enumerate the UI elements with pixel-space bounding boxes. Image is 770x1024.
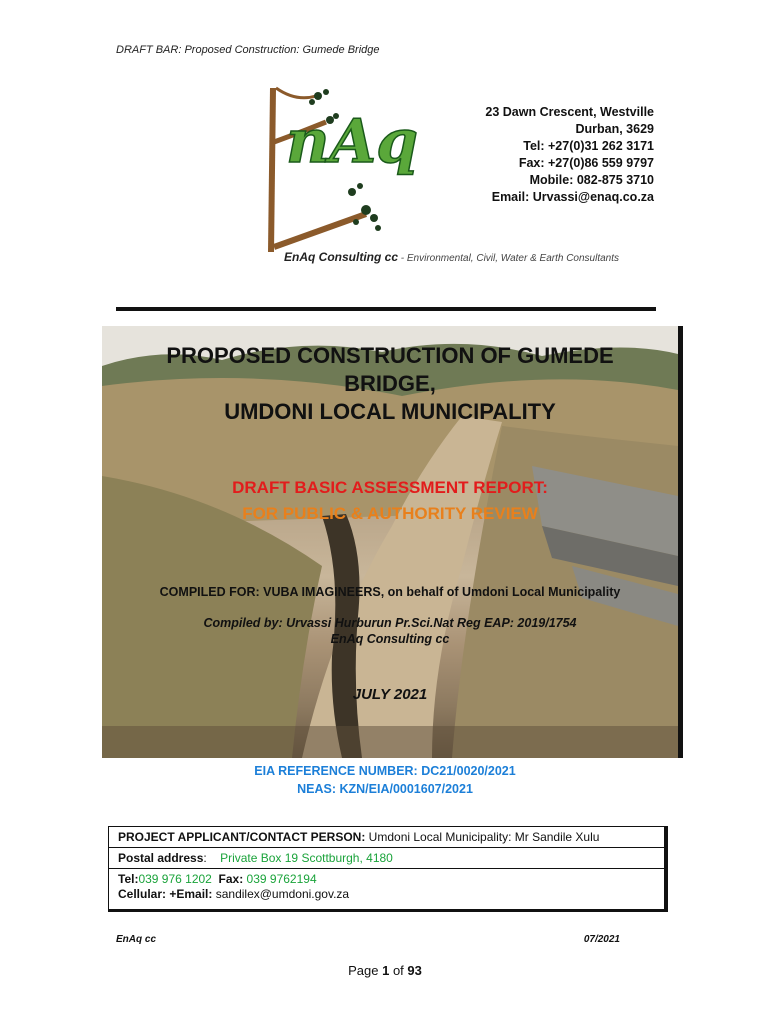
header-divider bbox=[116, 307, 656, 311]
enaq-logo bbox=[256, 82, 456, 262]
company-name: EnAq Consulting cc bbox=[284, 250, 398, 264]
page-total: 93 bbox=[407, 963, 422, 978]
page-prefix: Page bbox=[348, 963, 383, 978]
applicant-postal-label: Postal address bbox=[118, 851, 204, 865]
cover-compiled-for: COMPILED FOR: VUBA IMAGINEERS, on behalf of Umdoni Local Municipality bbox=[159, 585, 621, 599]
contact-address: 23 Dawn Crescent, Westville bbox=[485, 105, 654, 119]
enaq-logo-graphic bbox=[256, 82, 456, 262]
applicant-cell-label: Cellular: bbox=[118, 887, 170, 901]
applicant-contact-value: Umdoni Local Municipality: Mr Sandile Xulu bbox=[365, 830, 600, 844]
contact-mobile: Mobile: 082-875 3710 bbox=[529, 173, 654, 187]
page-current: 1 bbox=[382, 963, 390, 978]
applicant-postal-colon: : bbox=[203, 851, 207, 865]
logo-text: nAq bbox=[286, 107, 419, 177]
contact-fax: Fax: +27(0)86 559 9797 bbox=[518, 156, 654, 170]
applicant-email-value: sandilex@umdoni.gov.za bbox=[212, 887, 350, 901]
footer-company: EnAq cc bbox=[116, 934, 157, 945]
company-services: - Environmental, Civil, Water & Earth Consultants bbox=[398, 253, 620, 264]
cover-subtitle-review: FOR PUBLIC & AUTHORITY REVIEW bbox=[242, 504, 538, 523]
applicant-tel-label: Tel: bbox=[118, 872, 139, 886]
applicant-fax-value: 039 9762194 bbox=[243, 872, 317, 886]
cover-photo-panel bbox=[102, 326, 683, 758]
cover-title-line1: PROPOSED CONSTRUCTION OF GUMEDE bbox=[166, 343, 614, 368]
page-number bbox=[0, 963, 770, 978]
cover-compiled-by-line1: Compiled by: Urvassi Hurburun Pr.Sci.Nat Reg EAP: 2019/1754 bbox=[203, 616, 577, 630]
applicant-contact-label: PROJECT APPLICANT/CONTACT PERSON: bbox=[118, 830, 366, 844]
contact-city: Durban, 3629 bbox=[575, 122, 654, 136]
footer-date: 07/2021 bbox=[583, 934, 620, 945]
contact-tel: Tel: +27(0)31 262 3171 bbox=[523, 139, 654, 153]
cover-date: JULY 2021 bbox=[352, 686, 428, 703]
contact-details bbox=[485, 104, 654, 206]
eia-reference: EIA REFERENCE NUMBER: DC21/0020/2021 bbox=[254, 764, 516, 778]
applicant-postal-row bbox=[118, 851, 393, 865]
company-tagline bbox=[284, 250, 619, 264]
applicant-box bbox=[108, 826, 668, 912]
contact-email: Email: Urvassi@enaq.co.za bbox=[491, 190, 654, 204]
cover-subtitle-report: DRAFT BASIC ASSESSMENT REPORT: bbox=[232, 478, 548, 497]
applicant-divider-2 bbox=[109, 868, 664, 869]
applicant-fax-label: Fax: bbox=[218, 872, 244, 886]
applicant-contact-row bbox=[118, 830, 599, 844]
applicant-phone-row bbox=[118, 872, 317, 886]
running-header: DRAFT BAR: Proposed Construction: Gumede Bridge bbox=[116, 44, 380, 56]
cover-title-line3: UMDONI LOCAL MUNICIPALITY bbox=[224, 399, 556, 424]
page-of: of bbox=[389, 963, 408, 978]
cover-compiled-by bbox=[102, 615, 678, 647]
cover-compiled-by-line2: EnAq Consulting cc bbox=[330, 632, 450, 646]
applicant-email-label: +Email: bbox=[169, 887, 213, 901]
cover-title-line2: BRIDGE, bbox=[344, 371, 436, 396]
applicant-cell-row bbox=[118, 887, 349, 901]
applicant-tel-value: 039 976 1202 bbox=[138, 872, 212, 886]
neas-reference: NEAS: KZN/EIA/0001607/2021 bbox=[297, 782, 473, 796]
applicant-divider bbox=[109, 847, 664, 848]
applicant-postal-value: Private Box 19 Scottburgh, 4180 bbox=[220, 851, 393, 865]
cover-title bbox=[102, 342, 678, 426]
